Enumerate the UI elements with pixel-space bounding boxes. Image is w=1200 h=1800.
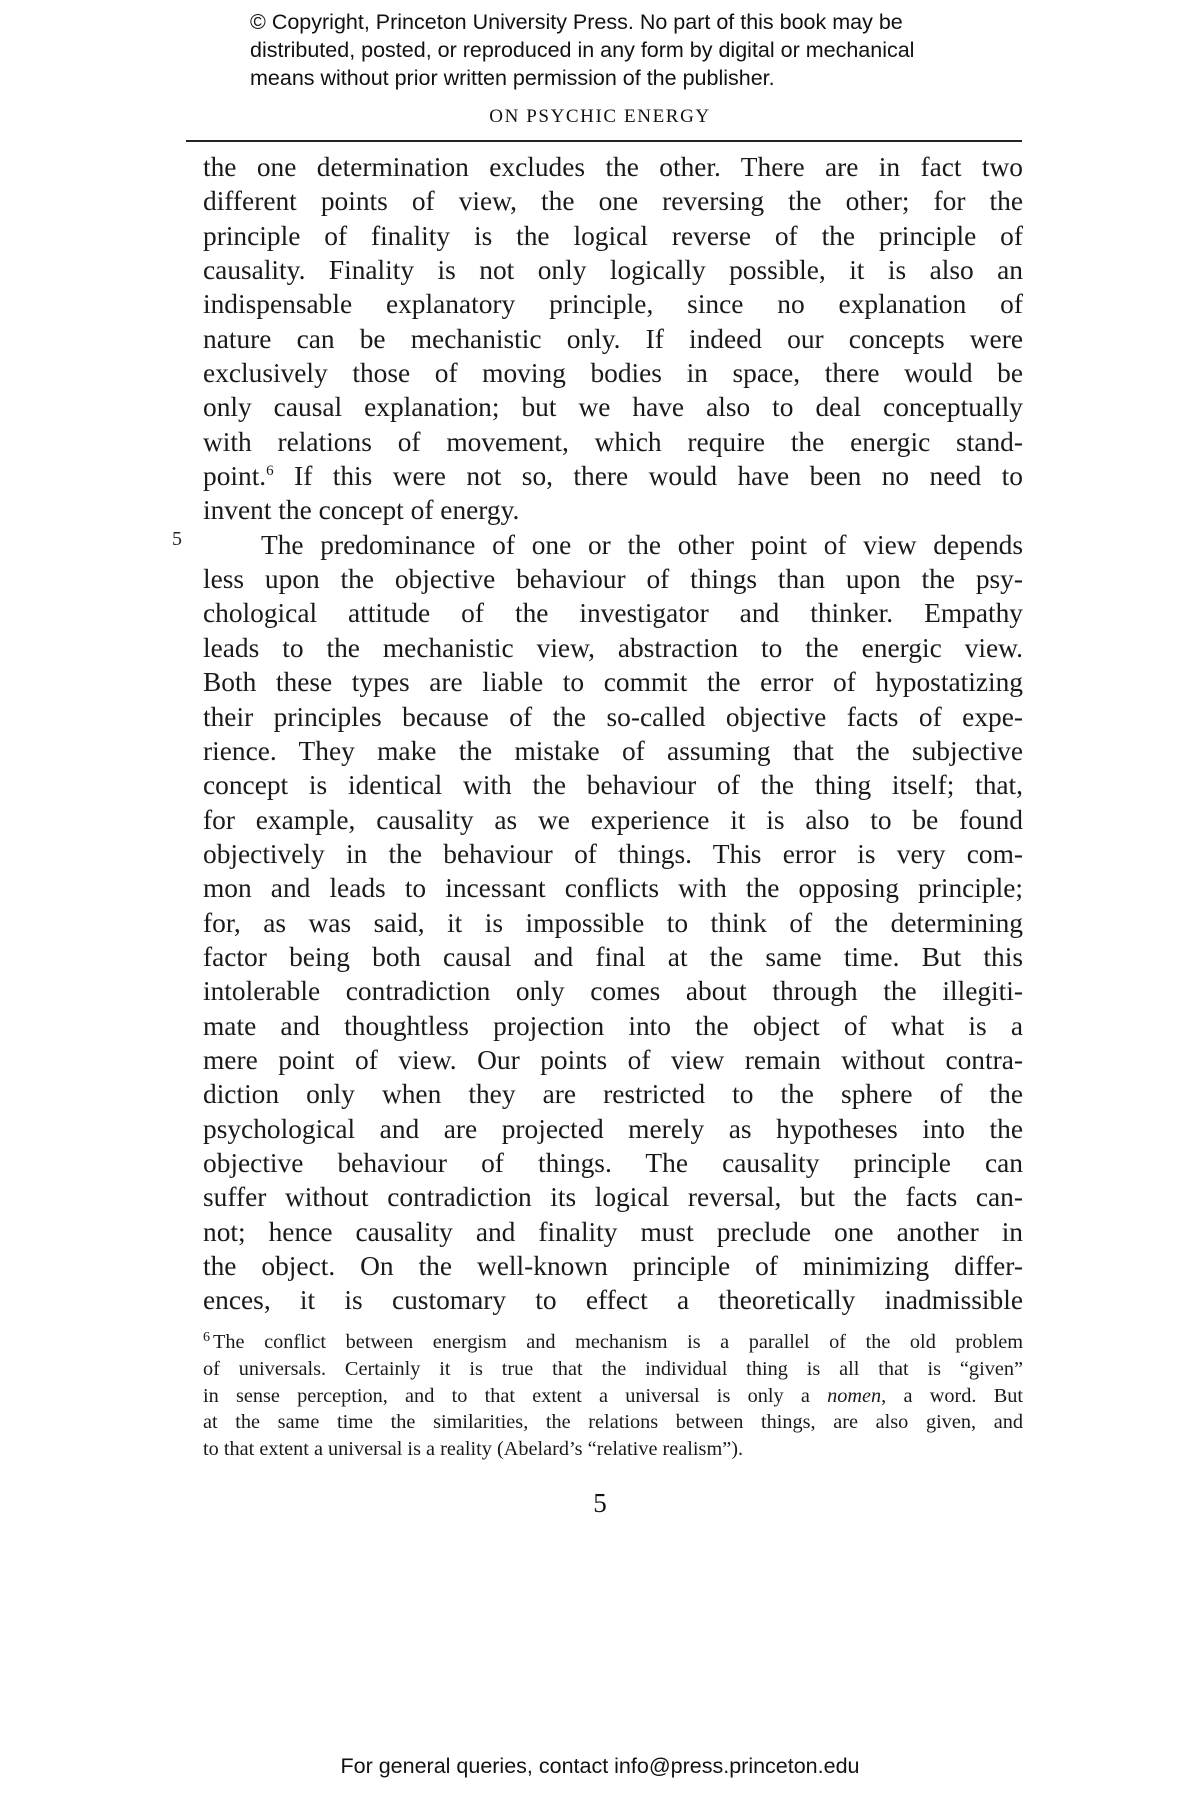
copyright-line: means without prior written permission of the publisher. xyxy=(250,66,775,90)
text-line: different points of view, the one reversing the other; for the xyxy=(203,186,1023,217)
emphasis: nomen xyxy=(827,1384,882,1407)
text-line xyxy=(203,459,1023,493)
footnote-line xyxy=(203,1383,1023,1410)
text-line: causality. Finality is not only logically possible, it is also an xyxy=(203,255,1023,286)
footnote-line xyxy=(203,1329,1023,1356)
footnote-mark: 6 xyxy=(203,1330,210,1345)
text-line: indispensable explanatory principle, since no explanation of xyxy=(203,289,1023,320)
text-line: only causal explanation; but we have also to deal conceptually xyxy=(203,392,1023,423)
text-line: suffer without contradiction its logical reversal, but the facts can- xyxy=(203,1182,1023,1213)
text-line: chological attitude of the investigator and thinker. Empathy xyxy=(203,598,1023,629)
text-line: invent the concept of energy. xyxy=(203,495,520,526)
copyright-notice xyxy=(250,8,1050,92)
text-line: rience. They make the mistake of assuming that the subjective xyxy=(203,735,1023,766)
text-fragment: in sense perception, and to that extent a universal is only a xyxy=(203,1384,828,1407)
text-line: principle of finality is the logical reverse of the principle of xyxy=(203,220,1023,251)
footnote-line: of universals. Certainly it is true that the individual thing is all that is “given” xyxy=(203,1357,1023,1380)
text-fragment: , a word. But xyxy=(881,1384,1023,1407)
text-line: for, as was said, it is impossible to think of the determining xyxy=(203,907,1023,938)
footer-contact: For general queries, contact info@press.princeton.edu xyxy=(340,1754,860,1778)
text-line: leads to the mechanistic view, abstraction to the energic view. xyxy=(203,632,1023,663)
text-line: The predominance of one or the other point of view depends xyxy=(261,529,1023,560)
copyright-line: © Copyright, Princeton University Press. No part of this book may be xyxy=(250,10,903,34)
text-fragment: point. xyxy=(203,461,267,492)
text-line: factor being both causal and final at the same time. But this xyxy=(203,941,1023,972)
text-line: concept is identical with the behaviour of the thing itself; that, xyxy=(203,770,1023,801)
text-line: mere point of view. Our points of view remain without contra- xyxy=(203,1044,1023,1075)
header-rule xyxy=(186,140,1022,142)
text-line: psychological and are projected merely as hypotheses into the xyxy=(203,1113,1023,1144)
text-fragment: The conflict between energism and mechanism is a parallel of the old problem xyxy=(213,1331,1023,1353)
text-line: diction only when they are restricted to the sphere of the xyxy=(203,1079,1023,1110)
text-line: less upon the objective behaviour of things than upon the psy- xyxy=(203,564,1023,595)
text-line: their principles because of the so-called objective facts of expe- xyxy=(203,701,1023,732)
text-line: objective behaviour of things. The causality principle can xyxy=(203,1147,1023,1178)
page-number: 5 xyxy=(593,1488,607,1518)
text-line: not; hence causality and finality must preclude one another in xyxy=(203,1216,1023,1247)
text-line: mon and leads to incessant conflicts with the opposing principle; xyxy=(203,873,1023,904)
text-line: exclusively those of moving bodies in space, there would be xyxy=(203,358,1023,389)
text-line: for example, causality as we experience it is also to be found xyxy=(203,804,1023,835)
text-fragment: If this were not so, there would have been no need to xyxy=(273,461,1023,492)
footnote xyxy=(203,1329,1023,1463)
text-line: the one determination excludes the other. There are in fact two xyxy=(203,152,1023,182)
body-text xyxy=(203,150,1023,1318)
text-line: intolerable contradiction only comes about through the illegiti- xyxy=(203,976,1023,1007)
text-line: with relations of movement, which require the energic stand- xyxy=(203,426,1023,457)
text-line: nature can be mechanistic only. If indeed our concepts were xyxy=(203,323,1023,354)
text-line: mate and thoughtless projection into the object of what is a xyxy=(203,1010,1023,1041)
footnote-reference[interactable]: 6 xyxy=(266,463,274,480)
running-head: ON PSYCHIC ENERGY xyxy=(489,106,711,127)
footnote-line: to that extent a universal is a reality (Abelard’s “relative realism”). xyxy=(203,1438,744,1461)
text-line: ences, it is customary to effect a theoretically inadmissible xyxy=(203,1285,1023,1316)
text-line: objectively in the behaviour of things. This error is very com- xyxy=(203,838,1023,869)
text-line: Both these types are liable to commit the error of hypostatizing xyxy=(203,667,1023,698)
text-line: the object. On the well-known principle of minimizing differ- xyxy=(203,1251,1023,1281)
copyright-line: distributed, posted, or reproduced in any form by digital or mechanical xyxy=(250,38,915,62)
paragraph-number: 5 xyxy=(172,528,182,550)
footnote-line: at the same time the similarities, the relations between things, are also given, and xyxy=(203,1411,1023,1434)
